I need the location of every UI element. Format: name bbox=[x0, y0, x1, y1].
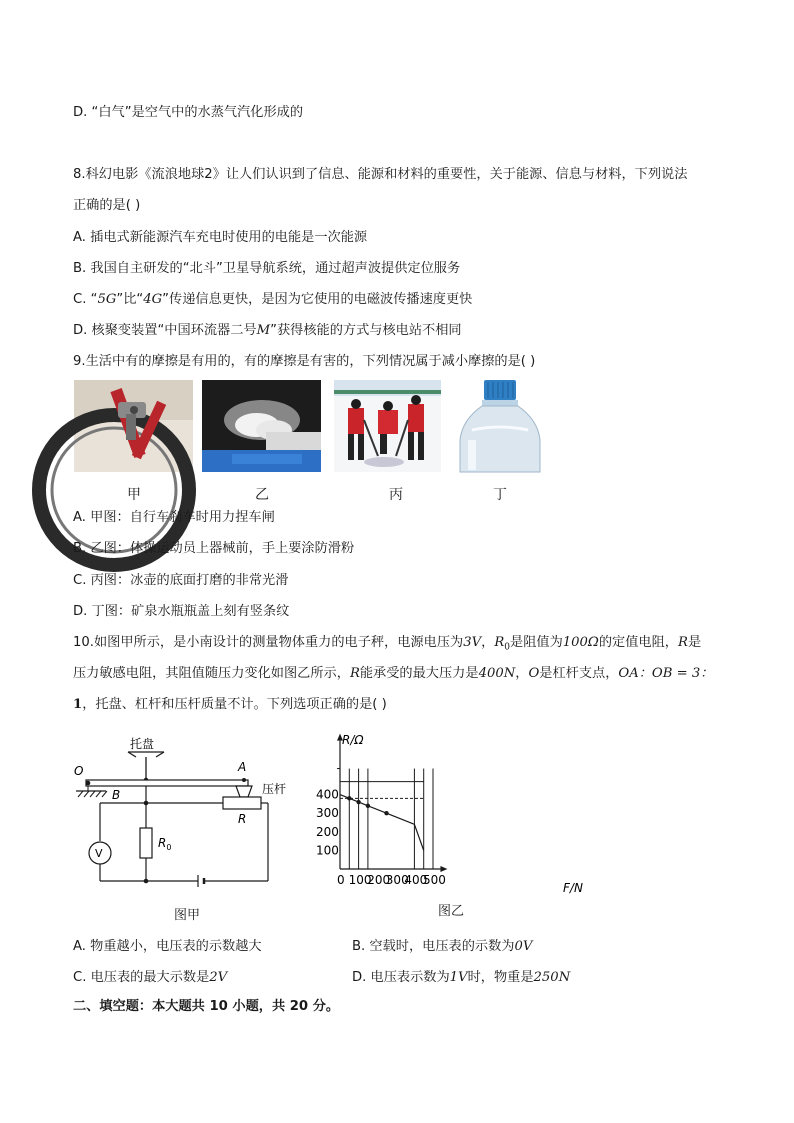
q10-l3-b: ，托盘、杠杆和压杆质量不计。下列选项正确的是( ) bbox=[82, 697, 387, 712]
q10-d-mid: 时，物重是 bbox=[467, 970, 534, 985]
q9-option-c: C. 丙图：冰壶的底面打磨的非常光滑 bbox=[73, 573, 289, 588]
x-tick-label: 500 bbox=[423, 873, 446, 887]
q9-option-b: B. 乙图：体操运动员上器械前，手上要涂防滑粉 bbox=[73, 541, 355, 556]
q10-stem-line2 bbox=[73, 665, 713, 683]
q10-l2-b: 能承受的最大压力是 bbox=[359, 666, 479, 681]
q8-stem-line1: 8.科幻电影《流浪地球2》让人们认识到了信息、能源和材料的重要性，关于能源、信息与材料，下列说法 bbox=[73, 167, 688, 182]
section-2-title: 二、填空题：本大题共 10 小题，共 20 分。 bbox=[73, 999, 340, 1014]
q10-d-pre: D. 电压表示数为 bbox=[352, 970, 450, 985]
q10-d-v: 1V bbox=[449, 970, 468, 985]
q10-l1-e: 是 bbox=[687, 635, 702, 650]
x-tick-label: 400 bbox=[404, 873, 428, 887]
figure-yi-caption: 图乙 bbox=[438, 904, 465, 919]
q8-option-d bbox=[73, 322, 462, 340]
q10-l1-r0-sub: 0 bbox=[504, 642, 511, 653]
label-b: B bbox=[112, 788, 121, 802]
q10-l2-o: O bbox=[528, 666, 540, 681]
q8-c-mid: ”比“ bbox=[116, 292, 144, 307]
label-r: R bbox=[238, 812, 247, 826]
x-tick-label: 300 bbox=[385, 873, 409, 887]
graph-ylabel: R/Ω bbox=[342, 733, 364, 747]
q10-l3-a: 1 bbox=[73, 697, 83, 712]
q10-l2-a: 压力敏感电阻，其阻值随压力变化如图乙所示， bbox=[73, 666, 350, 681]
q10-c-pre: C. 电压表的最大示数是 bbox=[73, 970, 210, 985]
label-rod: 压杆 bbox=[262, 782, 287, 796]
x-tick-label: 200 bbox=[367, 873, 391, 887]
q8-option-b: B. 我国自主研发的“北斗”卫星导航系统，通过超声波提供定位服务 bbox=[73, 261, 461, 276]
q8-c-4g: 4G bbox=[143, 292, 163, 307]
q10-l2-d: 是杠杆支点， bbox=[539, 666, 619, 681]
q10-l1-v: 3V bbox=[463, 635, 482, 650]
q7-option-d: D. “白气”是空气中的水蒸气汽化形成的 bbox=[73, 105, 304, 120]
q8-d-post: ”获得核能的方式与核电站不相同 bbox=[270, 323, 462, 338]
q10-b-v: 0V bbox=[514, 939, 533, 954]
label-o: O bbox=[74, 764, 84, 778]
q10-stem-line3 bbox=[73, 696, 387, 714]
figure-jia-caption: 图甲 bbox=[174, 908, 201, 923]
q10-option-a: A. 物重越小，电压表的示数越大 bbox=[73, 939, 262, 954]
x-axis-arrow bbox=[440, 866, 447, 872]
caption-ding: 丁 bbox=[493, 487, 507, 503]
data-point bbox=[356, 800, 360, 804]
figure-yi-graph bbox=[316, 728, 592, 896]
photo-curling bbox=[334, 380, 441, 472]
q10-l2-f: 400N bbox=[478, 666, 516, 681]
q10-option-c bbox=[73, 966, 227, 985]
caption-bing: 丙 bbox=[389, 487, 403, 503]
q8-c-5g: 5G bbox=[97, 292, 117, 307]
x-tick-label: 100 bbox=[348, 873, 372, 887]
q10-l1-r0: R bbox=[494, 635, 505, 650]
label-r0: $R_0$ bbox=[158, 836, 172, 852]
r-f-line bbox=[340, 795, 424, 851]
data-point bbox=[384, 811, 388, 815]
q9-stem: 9.生活中有的摩擦是有用的，有的摩擦是有害的，下列情况属于减小摩擦的是( ) bbox=[73, 354, 536, 369]
data-point bbox=[366, 804, 370, 808]
q10-l1-d: 的定值电阻， bbox=[598, 635, 678, 650]
q10-option-b bbox=[352, 935, 532, 954]
q10-l2-ratio: OA：OB = 3： bbox=[618, 666, 714, 681]
y-tick-label: 100 bbox=[316, 843, 339, 858]
q8-stem-line2: 正确的是( ) bbox=[73, 198, 141, 213]
q8-c-pre: C. “ bbox=[73, 292, 98, 307]
y-tick-label: 300 bbox=[316, 806, 339, 821]
q10-b-pre: B. 空载时，电压表的示数为 bbox=[352, 939, 515, 954]
caption-yi: 乙 bbox=[255, 487, 269, 503]
q10-l1-a: 10.如图甲所示，是小南设计的测量物体重力的电子秤，电源电压为 bbox=[73, 635, 464, 650]
graph-xlabel: F/N bbox=[563, 881, 583, 895]
y-tick-label: 200 bbox=[316, 824, 339, 839]
q8-d-pre: D. 核聚变装置“中国环流器二号 bbox=[73, 323, 257, 338]
q10-option-d bbox=[352, 966, 570, 985]
q10-l1-ohm: 100Ω bbox=[562, 635, 599, 650]
photo-water-bottle bbox=[452, 380, 548, 472]
x-tick-label: 0 bbox=[337, 873, 345, 887]
q10-stem-line1 bbox=[73, 634, 701, 657]
y-tick-label: 400 bbox=[316, 787, 339, 802]
figure-jia-circuit bbox=[68, 735, 308, 925]
voltmeter-label: V bbox=[95, 847, 103, 860]
q8-c-post: ”传递信息更快，是因为它使用的电磁波传播速度更快 bbox=[162, 292, 473, 307]
photo-bicycle-brake bbox=[74, 380, 193, 472]
q8-option-c bbox=[73, 291, 472, 309]
q9-option-a: A. 甲图：自行车刹车时用力捏车闸 bbox=[73, 510, 275, 525]
photo-chalk-hands bbox=[202, 380, 321, 472]
q10-l2-r: R bbox=[349, 666, 360, 681]
q10-c-v: 2V bbox=[209, 970, 228, 985]
q10-l1-b: ， bbox=[481, 635, 495, 650]
q10-d-n: 250N bbox=[533, 970, 571, 985]
q10-l2-c: ， bbox=[515, 666, 529, 681]
q8-d-m: M bbox=[256, 323, 271, 338]
q10-l1-c: 是阻值为 bbox=[510, 635, 563, 650]
q10-l1-r: R bbox=[678, 635, 688, 650]
q9-option-d: D. 丁图：矿泉水瓶瓶盖上刻有竖条纹 bbox=[73, 604, 290, 619]
caption-jia: 甲 bbox=[127, 487, 141, 503]
label-tray: 托盘 bbox=[130, 737, 155, 751]
label-a: A bbox=[238, 760, 247, 774]
data-point bbox=[347, 796, 351, 800]
q8-option-a: A. 插电式新能源汽车充电时使用的电能是一次能源 bbox=[73, 230, 368, 245]
